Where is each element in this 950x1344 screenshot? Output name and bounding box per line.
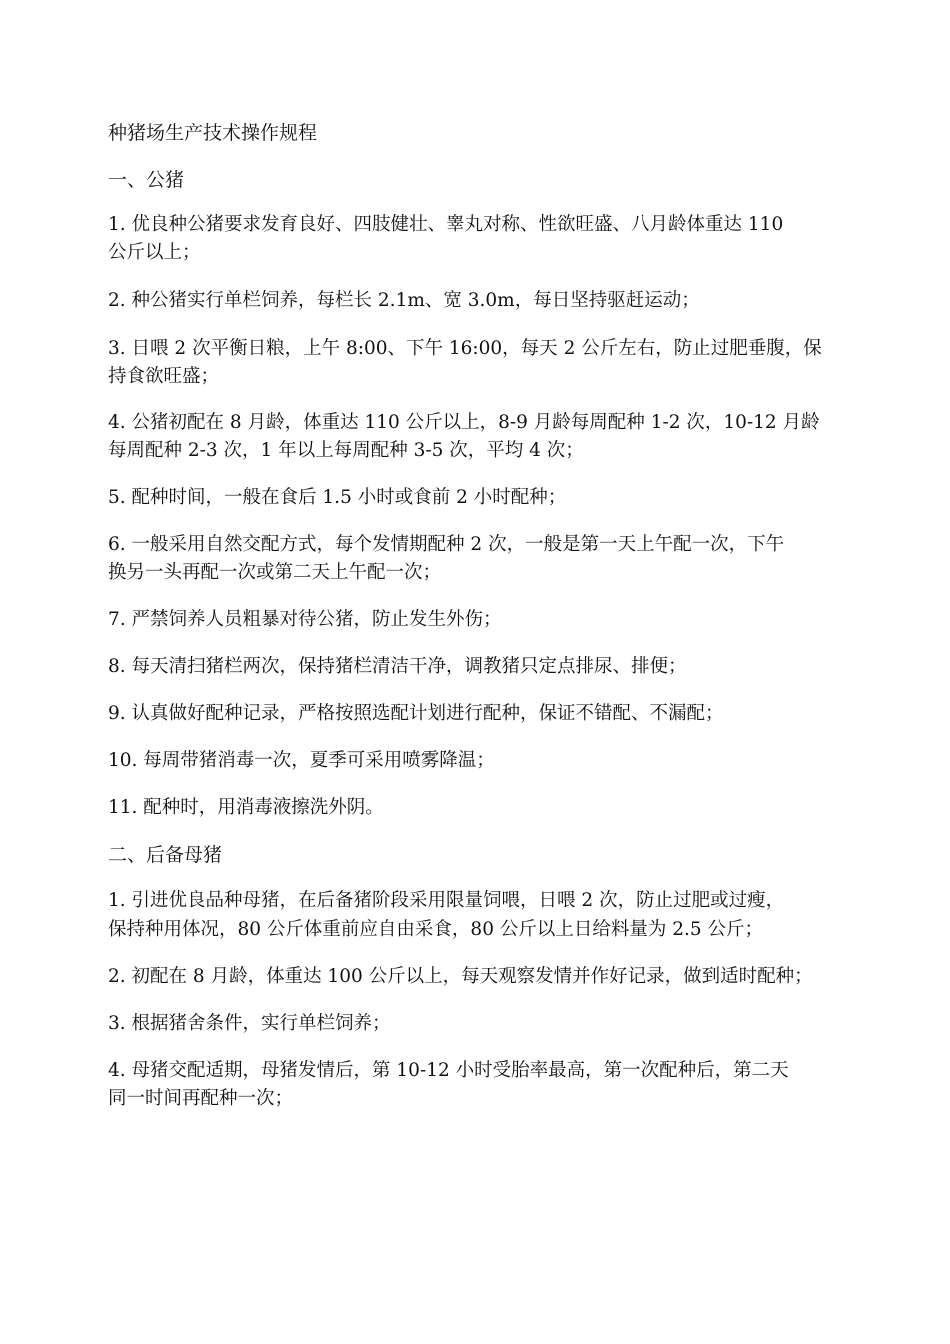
boar-item-7: 7. 严禁饲养人员粗暴对待公猪，防止发生外伤； bbox=[108, 609, 502, 630]
boar-item-4-line-1: 4. 公猪初配在 8 月龄，体重达 110 公斤以上，8-9 月龄每周配种 1-2 次，10-12 月龄 bbox=[108, 412, 820, 433]
gilt-item-4-line-1: 4. 母猪交配适期，母猪发情后，第 10-12 小时受胎率最高，第一次配种后，第二天 bbox=[108, 1060, 789, 1081]
boar-item-3-line-2: 持食欲旺盛； bbox=[108, 366, 220, 387]
boar-item-11: 11. 配种时，用消毒液擦洗外阴。 bbox=[108, 797, 384, 818]
gilt-item-1-line-2: 保持种用体况，80 公斤体重前应自由采食，80 公斤以上日给料量为 2.5 公斤； bbox=[108, 919, 764, 940]
boar-item-2: 2. 种公猪实行单栏饲养，每栏长 2.1m、宽 3.0m，每日坚持驱赶运动； bbox=[108, 290, 700, 311]
section-heading-gilt: 二、后备母猪 bbox=[108, 844, 223, 866]
boar-item-9: 9. 认真做好配种记录，严格按照选配计划进行配种，保证不错配、不漏配； bbox=[108, 703, 724, 724]
boar-item-1-line-1: 1. 优良种公猪要求发育良好、四肢健壮、睾丸对称、性欲旺盛、八月龄体重达 110 bbox=[108, 214, 784, 235]
gilt-item-2: 2. 初配在 8 月龄，体重达 100 公斤以上，每天观察发情并作好记录，做到适时配种； bbox=[108, 966, 813, 987]
boar-item-8: 8. 每天清扫猪栏两次，保持猪栏清洁干净，调教猪只定点排尿、排便； bbox=[108, 656, 687, 677]
boar-item-5: 5. 配种时间，一般在食后 1.5 小时或食前 2 小时配种； bbox=[108, 487, 567, 508]
boar-item-1-line-2: 公斤以上； bbox=[108, 242, 201, 263]
boar-item-6-line-1: 6. 一般采用自然交配方式，每个发情期配种 2 次，一般是第一天上午配一次，下午 bbox=[108, 534, 785, 555]
boar-item-6-line-2: 换另一头再配一次或第二天上午配一次； bbox=[108, 562, 442, 583]
gilt-item-1-line-1: 1. 引进优良品种母猪，在后备猪阶段采用限量饲喂，日喂 2 次，防止过肥或过瘦， bbox=[108, 890, 785, 911]
gilt-item-3: 3. 根据猪舍条件，实行单栏饲养； bbox=[108, 1013, 391, 1034]
boar-item-3-line-1: 3. 日喂 2 次平衡日粮，上午 8:00、下午 16:00，每天 2 公斤左右，防止过肥垂腹，保 bbox=[108, 338, 822, 359]
boar-item-4-line-2: 每周配种 2-3 次，1 年以上每周配种 3-5 次，平均 4 次； bbox=[108, 440, 584, 461]
document-title: 种猪场生产技术操作规程 bbox=[108, 122, 318, 144]
section-heading-boar: 一、公猪 bbox=[108, 169, 185, 191]
gilt-item-4-line-2: 同一时间再配种一次； bbox=[108, 1088, 294, 1109]
boar-item-10: 10. 每周带猪消毒一次，夏季可采用喷雾降温； bbox=[108, 750, 495, 771]
